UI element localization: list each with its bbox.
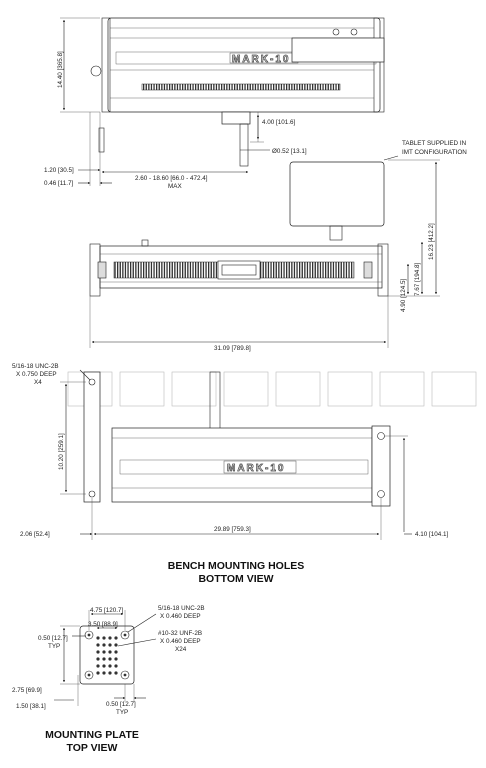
dim-0-46: 0.46 [11.7] [44,180,74,187]
dim-2-06: 2.06 [52.4] [20,531,50,538]
dim-31-09: 31.09 [789.8] [214,345,251,352]
dim-16-23: 16.23 [412.2] [428,223,435,260]
dim-travel-1: 2.60 - 18.60 [66.0 - 472.4] [135,175,208,182]
dim-1-20: 1.20 [30.5] [44,167,74,174]
hole-note-3: X4 [34,379,42,386]
hole-note-2: X 0.750 DEEP [16,371,57,378]
plate-view [12,605,205,754]
plate-dim-4-75: 4.75 [120.7] [90,607,124,614]
bench-title-1: BENCH MOUNTING HOLES [167,560,305,572]
plate-dim-2-75: 2.75 [69.9] [12,687,42,694]
dim-4-00: 4.00 [101.6] [262,119,296,126]
dim-4-90: 4.90 [124.5] [400,278,407,312]
dim-7-67: 7.67 [194.8] [414,262,421,296]
dim-4-10: 4.10 [104.1] [415,531,449,538]
dim-dia: Ø0.52 [13.1] [272,148,307,155]
bench-view [12,363,476,585]
dim-14-40: 14.40 [365.8] [57,51,64,88]
bench-brand-label: MARK-10 [227,463,286,474]
dim-travel-2: MAX [168,183,182,190]
plate-title-2: TOP VIEW [66,742,118,754]
plate-dim-3-50: 3.50 [88.9] [88,621,118,628]
plate-dim-0-50-a-typ: TYP [48,643,61,650]
tablet-note-2: IMT CONFIGURATION [402,149,467,156]
plate-note-2a: #10-32 UNF-2B [158,630,203,637]
front-view [90,160,440,352]
tablet [290,140,467,240]
plate-dim-0-50-b-typ: TYP [116,709,129,716]
plate-note-1a: 5/16-18 UNC-2B [158,605,205,612]
dim-29-89: 29.89 [759.3] [214,526,251,533]
tablet-note-1: TABLET SUPPLIED IN [402,140,467,147]
plate-note-2c: X24 [175,646,187,653]
plate-dim-0-50-a: 0.50 [12.7] [38,635,68,642]
plate-dim-1-50: 1.50 [38.1] [16,703,46,710]
hole-note-1: 5/16-18 UNC-2B [12,363,59,370]
plate-note-1b: X 0.460 DEEP [160,613,201,620]
bench-title-2: BOTTOM VIEW [198,573,274,585]
top-brand-label: MARK-10 [232,54,291,65]
plate-note-2b: X 0.460 DEEP [160,638,201,645]
plate-dim-0-50-b: 0.50 [12.7] [106,701,136,708]
plate-title-1: MOUNTING PLATE [45,729,139,741]
dim-10-20: 10.20 [259.1] [58,433,65,470]
